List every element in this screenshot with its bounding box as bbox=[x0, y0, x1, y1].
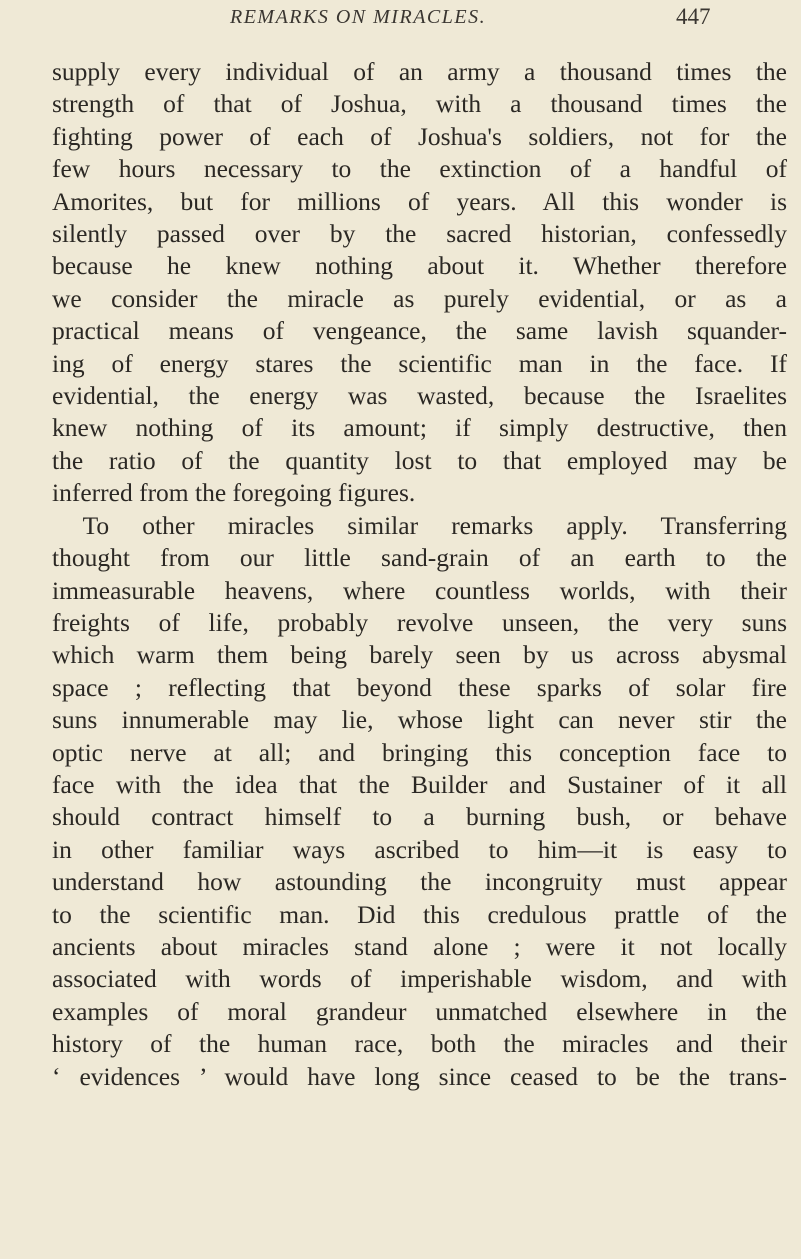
text-line: associated with words of imperishable wisdom, and with bbox=[52, 964, 787, 994]
text-line: thought from our little sand-grain of an earth to the bbox=[52, 543, 787, 573]
text-line: suns innumerable may lie, whose light can never stir the bbox=[52, 705, 787, 735]
text-line: To other miracles similar remarks apply. Transferring bbox=[82, 510, 787, 540]
text-line: because he knew nothing about it. Whether therefore bbox=[52, 251, 787, 281]
text-line: practical means of vengeance, the same lavish squander- bbox=[52, 316, 787, 346]
text-line: face with the idea that the Builder and Sustainer of it all bbox=[52, 769, 787, 799]
text-line: few hours necessary to the extinction of a handful of bbox=[52, 154, 787, 184]
text-line: examples of moral grandeur unmatched elsewhere in the bbox=[52, 996, 787, 1026]
text-line: ‘ evidences ’ would have long since ceased to be the trans- bbox=[52, 1061, 787, 1091]
text-line: strength of that of Joshua, with a thousand times the bbox=[52, 89, 787, 119]
text-line: silently passed over by the sacred historian, confessedly bbox=[52, 219, 787, 249]
page-number: 447 bbox=[676, 4, 711, 29]
text-line: Amorites, but for millions of years. All this wonder is bbox=[52, 186, 787, 216]
text-line: to the scientific man. Did this credulous prattle of the bbox=[52, 899, 787, 929]
text-line: should contract himself to a burning bush, or behave bbox=[52, 802, 787, 832]
text-line: history of the human race, both the miracles and their bbox=[52, 1029, 787, 1059]
text-line: which warm them being barely seen by us across abysmal bbox=[52, 640, 787, 670]
text-line: optic nerve at all; and bringing this conception face to bbox=[52, 737, 787, 767]
text-line: supply every individual of an army a thousand times the bbox=[52, 57, 787, 86]
running-title: REMARKS ON MIRACLES. bbox=[230, 6, 487, 28]
text-line: the ratio of the quantity lost to that employed may be bbox=[52, 445, 787, 475]
text-line: knew nothing of its amount; if simply destructive, then bbox=[52, 413, 787, 443]
text-line: space ; reflecting that beyond these sparks of solar fire bbox=[52, 672, 787, 702]
text-line: fighting power of each of Joshua's soldiers, not for the bbox=[52, 121, 787, 151]
text-line: inferred from the foregoing figures. bbox=[52, 478, 416, 508]
text-line: we consider the miracle as purely evidential, or as a bbox=[52, 283, 787, 313]
text-line: understand how astounding the incongruity must appear bbox=[52, 867, 787, 897]
text-line: immeasurable heavens, where countless worlds, with their bbox=[52, 575, 787, 605]
text-line: freights of life, probably revolve unseen, the very suns bbox=[52, 607, 787, 637]
text-line: in other familiar ways ascribed to him—it is easy to bbox=[52, 834, 787, 864]
text-line: evidential, the energy was wasted, because the Israelites bbox=[52, 381, 787, 411]
body-text bbox=[52, 56, 787, 1093]
text-line: ancients about miracles stand alone ; were it not locally bbox=[52, 931, 787, 961]
text-line: ing of energy stares the scientific man in the face. If bbox=[52, 348, 787, 378]
